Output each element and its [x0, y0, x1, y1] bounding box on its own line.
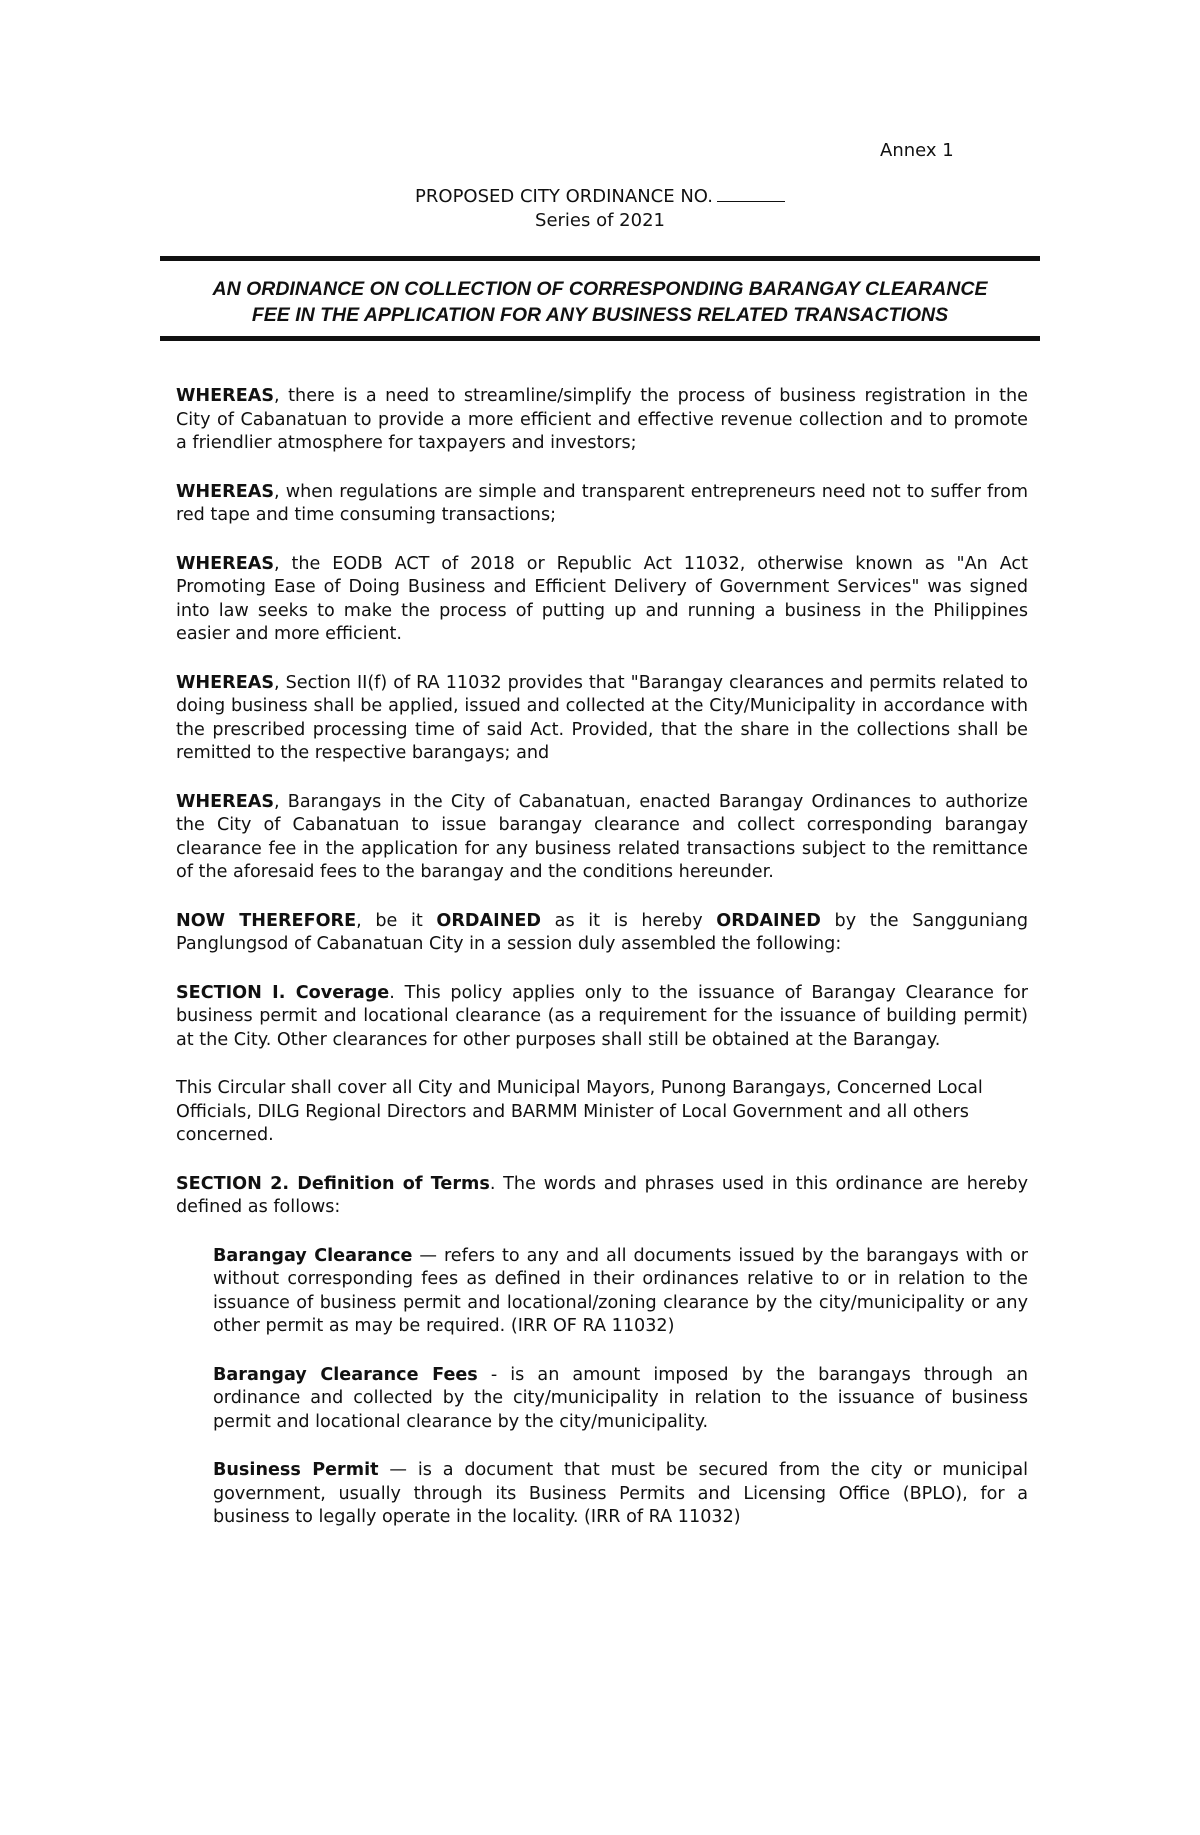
- title-line-1: AN ORDINANCE ON COLLECTION OF CORRESPONDING BARANGAY CLEARANCE: [212, 278, 988, 300]
- whereas-lead: WHEREAS: [176, 672, 275, 693]
- whereas-text: , when regulations are simple and transparent entrepreneurs need not to suffer from red tape and time consuming transactions;: [176, 481, 1028, 525]
- title-bottom-rule: [160, 336, 1040, 341]
- now-therefore-text-3: by the Sangguniang Panglungsod of Cabanatuan City in a session duly assembled the following:: [176, 910, 1028, 954]
- whereas-lead: WHEREAS: [176, 553, 275, 574]
- whereas-clause-2: [176, 481, 1028, 528]
- circular-coverage: This Circular shall cover all City and Municipal Mayors, Punong Barangays, Concerned Local Officials, DILG Regional Directors and BARMM Minister of Local Government and all others concerned.: [176, 1078, 983, 1145]
- whereas-text: , Barangays in the City of Cabanatuan, enacted Barangay Ordinances to authorize the City of Cabanatuan to issue barangay clearance and collect corresponding barangay clearance fee in the application for any business related transactions subject to the remittance of the aforesaid fees to the barangay and the conditions hereunder.: [176, 791, 1028, 882]
- definition-text: — is a document that must be secured from the city or municipal government, usually through its Business Permits and Licensing Office (BPLO), for a business to legally operate in the locality. (IRR of RA 11032): [213, 1460, 1028, 1527]
- section-2-text: . The words and phrases used in this ordinance are hereby defined as follows:: [176, 1173, 1028, 1217]
- definition-term: Business Permit: [213, 1460, 379, 1480]
- title-top-rule: [160, 256, 1040, 261]
- ordained-word-1: ORDAINED: [436, 910, 542, 931]
- whereas-clause-3: [176, 553, 1028, 647]
- whereas-lead: WHEREAS: [176, 481, 275, 502]
- definition-text: - is an amount imposed by the barangays through an ordinance and collected by the city/municipality in relation to the issuance of business permit and locational clearance by the city/municipality.: [213, 1364, 1029, 1432]
- section-2-definitions: [176, 1173, 1028, 1220]
- section-1-text: . This policy applies only to the issuance of Barangay Clearance for business permit and locational clearance (as a requirement for the issuance of building permit) at the City. Other clearances for other purposes shall still be obtained at the Barangay.: [176, 982, 1028, 1050]
- section-1-coverage: [176, 982, 1028, 1053]
- whereas-text: , Section II(f) of RA 11032 provides that "Barangay clearances and permits related to doing business shall be applied, issued and collected at the City/Municipality in accordance with the prescribed processing time of said Act. Provided, that the share in the collections shall be remitted to the respective barangays; and: [176, 672, 1028, 763]
- definition-barangay-clearance: [213, 1245, 1028, 1339]
- definition-barangay-clearance-fees: [213, 1364, 1028, 1435]
- ordinance-number: [0, 186, 1200, 207]
- definition-text: — refers to any and all documents issued by the barangays with or without corresponding fees as defined in their ordinances relative to or in relation to the issuance of business permit and locational/zoning clearance by the city/municipality or any other permit as may be required. (IRR OF RA 11032): [213, 1245, 1028, 1336]
- definition-term: Barangay Clearance Fees: [213, 1364, 478, 1385]
- now-therefore-lead: NOW THEREFORE: [176, 910, 357, 931]
- title-line-2: FEE IN THE APPLICATION FOR ANY BUSINESS RELATED TRANSACTIONS: [251, 304, 949, 326]
- whereas-lead: WHEREAS: [176, 386, 275, 406]
- ordinance-number-blank: [717, 187, 785, 202]
- definition-term: Barangay Clearance: [213, 1245, 413, 1266]
- whereas-text: , there is a need to streamline/simplify the process of business registration in the City of Cabanatuan to provide a more efficient and effective revenue collection and to promote a friendlier atmosphere for taxpayers and investors;: [176, 386, 1028, 453]
- whereas-lead: WHEREAS: [176, 791, 275, 812]
- ordinance-title: [160, 276, 1040, 328]
- ordinance-number-text: PROPOSED CITY ORDINANCE NO.: [415, 186, 713, 207]
- whereas-clause-5: [176, 791, 1028, 885]
- annex-label: Annex 1: [880, 140, 954, 161]
- section-2-heading: SECTION 2. Definition of Terms: [176, 1173, 490, 1194]
- ordained-word-2: ORDAINED: [716, 910, 821, 931]
- definition-business-permit: [213, 1459, 1028, 1530]
- now-therefore-text-2: as it is hereby: [541, 910, 717, 931]
- now-therefore-text-1: , be it: [356, 910, 437, 931]
- ordinance-body: [176, 385, 1028, 1555]
- now-therefore-clause: [176, 910, 1028, 957]
- whereas-clause-4: [176, 672, 1028, 766]
- section-1-heading: SECTION I. Coverage: [176, 982, 390, 1003]
- whereas-clause-1: [176, 385, 1028, 456]
- ordinance-series: Series of 2021: [535, 210, 665, 231]
- whereas-text: , the EODB ACT of 2018 or Republic Act 11032, otherwise known as "An Act Promoting Ease of Doing Business and Efficient Delivery of Government Services" was signed into law seeks to make the process of putting up and running a business in the Philippines easier and more efficient.: [176, 553, 1028, 644]
